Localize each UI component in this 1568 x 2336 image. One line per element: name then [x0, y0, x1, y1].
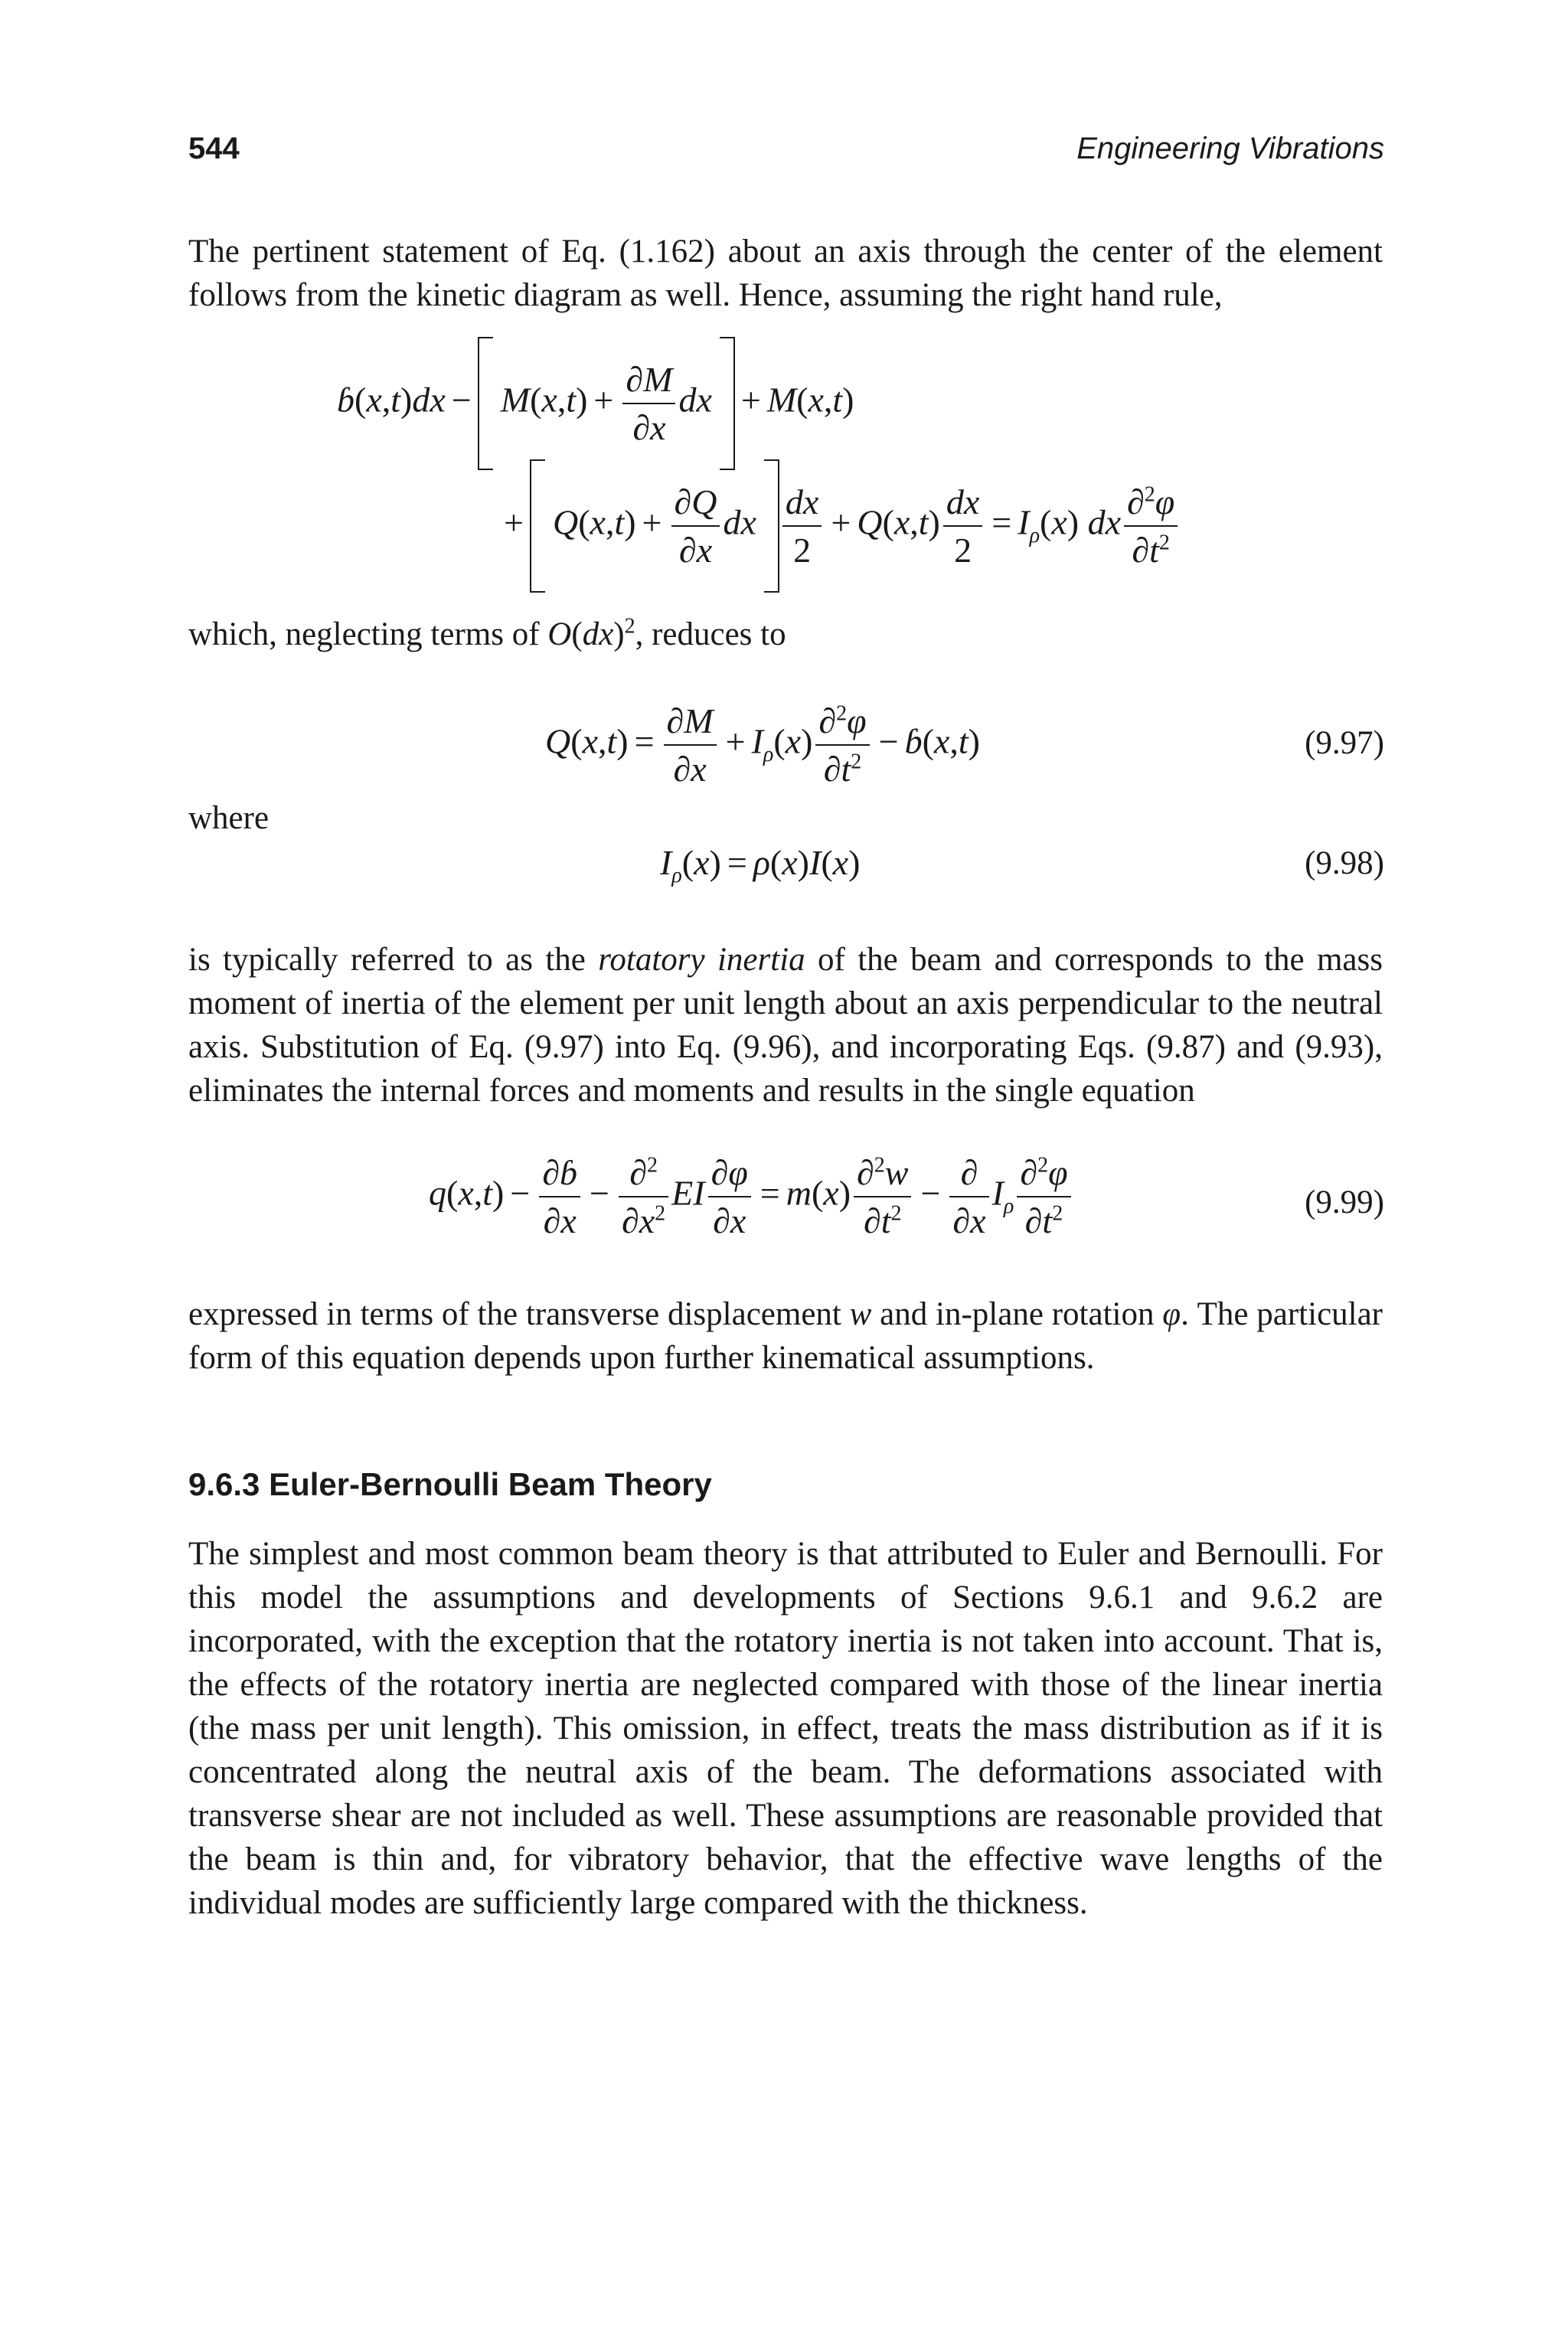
paragraph-euler-bernoulli: The simplest and most common beam theory is that attributed to Euler and Bernoulli. For this model the assumptions and developments of Sections 9.6.1 and 9.6.2 are incorporated, with the exception that the rotatory inertia is not taken into account. That is, the effects of the rotatory inertia are neglected compared with those of the linear inertia (the mass per unit length). This omission, in effect, treats the mass distribution as if it is concentrated along the neutral axis of the beam. The deformations associated with transverse shear are not included as well. These assumptions are reasonable provided that the beam is thin and, for vibratory behavior, that the effective wave lengths of the individual modes are sufficiently large compared with the thickness.	[188, 1536, 1383, 1921]
equation-number-9-97: (9.97)	[1305, 725, 1384, 761]
equation-9-98: $I_\rho(x) = \rho(x)I(x)$	[660, 843, 861, 888]
equation-moment-balance-line1: ɓ(x,t)dx − M(x,t) + $\frac{\partial M}{\partial x}$ dx + M(x,t)	[337, 337, 854, 470]
paragraph-intro: The pertinent statement of Eq. (1.162) about an axis through the center of the element follows from the kinetic diagram as well. Hence, assuming the right hand rule,	[188, 234, 1383, 313]
equation-number-9-98: (9.98)	[1305, 845, 1384, 881]
equation-9-97: Q(x,t) = $\frac{\partial M}{\partial x}$ + $I_\rho(x)$ $\frac{\partial^2\varphi}{\partial t^2}$ − ɓ(x,t)	[545, 701, 980, 789]
equation-number-9-99: (9.99)	[1305, 1184, 1384, 1220]
running-title: Engineering Vibrations	[1076, 132, 1384, 165]
paragraph-expressed: expressed in terms of the transverse displacement w and in-plane rotation φ. The particular form of this equation depends upon further kinematical assumptions.	[188, 1296, 1383, 1376]
equation-9-99: q(x,t) − $\frac{\text{∂ɓ}}{\partial x}$ − $\frac{\partial^2}{\partial x^2}$ EI $\frac{\partial\varphi}{\partial x}$ = m(x) $\frac{\partial^2w}{\partial t^2}$ − $\frac{\partial}{\partial x}$ $I_\rho$ $\frac{\partial^2\varphi}{\partial t^2}$	[429, 1152, 1074, 1241]
text-where: where	[188, 800, 270, 836]
section-heading: 9.6.3 Euler-Bernoulli Beam Theory	[188, 1466, 712, 1502]
paragraph-rotatory-inertia: is typically referred to as the rotatory inertia of the beam and corresponds to the mass moment of inertia of the element per unit length about an axis perpendicular to the neutral axis. Substitution of Eq. (9.97) into Eq. (9.96), and incorporating Eqs. (9.87) and (9.93), eliminates the internal forces and moments and results in the single equation	[188, 942, 1383, 1109]
page-number: 544	[188, 132, 240, 165]
paragraph-neglecting: which, neglecting terms of O(dx)$^2$, reduces to	[188, 614, 786, 652]
equation-moment-balance-line2: + Q(x,t) + $\frac{\partial Q}{\partial x}$ dx $\frac{dx}{2}$ + Q(x,t) $\frac{dx}{2}$ = $I_\rho(x)$ dx $\frac{\partial^2\varphi}{\partial t^2}$	[498, 459, 1181, 593]
